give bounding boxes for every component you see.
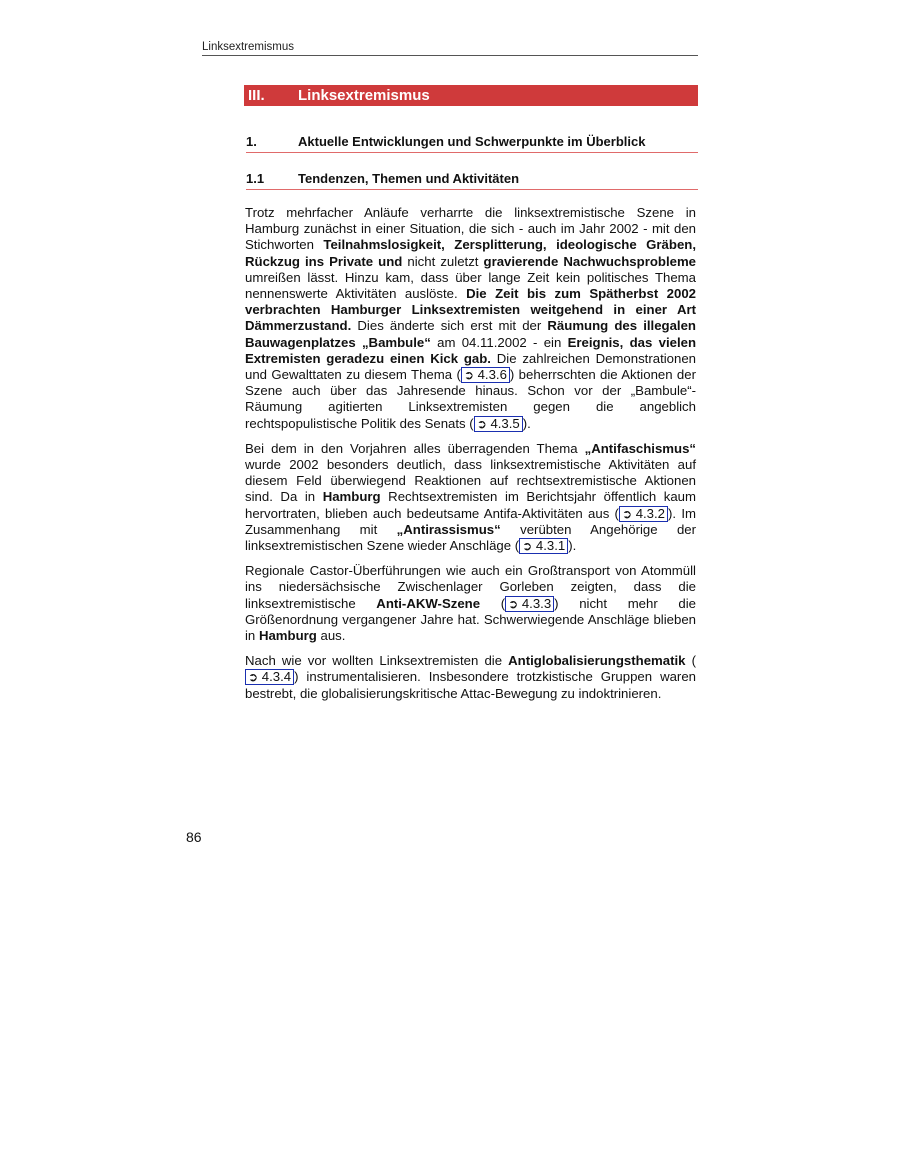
bold-run: Anti-AKW-Szene: [376, 595, 481, 611]
cross-reference-link[interactable]: [519, 538, 568, 554]
reference-number: 4.3.1: [535, 538, 566, 554]
text-run: (: [685, 653, 696, 669]
text-run: ).: [568, 538, 577, 554]
text-run: Nach wie vor wollten Linksextremisten die: [245, 653, 509, 669]
section-heading-1-1: [246, 171, 698, 190]
bold-run: „Antifaschismus“: [584, 440, 696, 456]
text-run: nicht zuletzt: [402, 253, 484, 269]
arrow-right-icon: ➲: [248, 670, 259, 685]
arrow-right-icon: ➲: [476, 416, 487, 431]
text-run: Dies änderte sich erst mit der: [351, 318, 548, 334]
arrow-right-icon: ➲: [621, 506, 633, 521]
text-run: (: [480, 595, 506, 611]
bold-run: Hamburg: [322, 489, 381, 505]
bold-run: Hamburg: [258, 628, 317, 644]
reference-number: 4.3.2: [635, 505, 666, 521]
bold-run: Antiglobalisierungsthematik: [508, 653, 686, 669]
text-run: umreißen lässt. Hinzu kam, dass über lange Zeit kein politisches Thema nennenswerte Aktivitäten auslöste.: [245, 269, 696, 302]
paragraph-3: [245, 563, 696, 644]
reference-number: 4.3.5: [490, 415, 520, 431]
section-number: 1.1: [246, 171, 265, 186]
section-title: Aktuelle Entwicklungen und Schwerpunkte im Überblick: [298, 134, 646, 149]
text-run: Bei dem in den Vorjahren alles überragenden Thema: [245, 440, 585, 456]
bold-run: Die Zeit bis zum Spätherbst 2002 verbrachten Hamburger Linksextremisten weitgehend in einer Art Dämmerzustand.: [245, 286, 696, 334]
text-run: ) nicht mehr die Größenordnung vergangener Jahre hat. Schwerwiegende Anschläge blieben in: [245, 595, 696, 644]
text-run: ) instrumentalisieren. Insbesondere trotzkistische Gruppen waren bestrebt, die globalisierungskritische Attac-Bewegung zu indoktrinieren.: [245, 669, 696, 701]
text-run: Regionale Castor-Überführungen wie auch ein Großtransport von Atommüll ins niedersächsische Zwischenlager Gorleben zeigten, dass die linksextremistische: [245, 563, 696, 611]
text-run: wurde 2002 besonders deutlich, dass linksextremistische Aktivitäten auf diesem Feld überwiegend Reaktionen auf rechtsextremistische Aktionen sind. Da in: [245, 457, 696, 505]
text-run: ).: [522, 415, 531, 431]
cross-reference-link[interactable]: [245, 669, 294, 685]
bold-run: Räumung des illegalen Bauwagenplatzes „Bambule“: [245, 318, 696, 350]
arrow-right-icon: ➲: [463, 368, 474, 383]
text-run: ). Im Zusammenhang mit: [245, 505, 697, 537]
body-text: [245, 205, 696, 711]
text-run: am 04.11.2002 - ein: [430, 334, 568, 350]
chapter-heading: [244, 85, 698, 106]
section-title: Tendenzen, Themen und Aktivitäten: [298, 171, 520, 186]
bold-run: Ereignis, das vielen Extremisten geradezu einen Kick gab.: [245, 334, 696, 366]
cross-reference-link[interactable]: [461, 367, 510, 383]
text-run: Rechtsextremisten im Berichtsjahr öffentlich kaum hervortraten, blieben auch bedeutsame Antifa-Aktivitäten aus (: [245, 489, 696, 521]
reference-number: 4.3.6: [477, 367, 507, 383]
paragraph-4: [245, 653, 696, 702]
paragraph-1: [245, 205, 696, 432]
bold-run: Teilnahmslosigkeit, Zersplitterung, ideologische Gräben, Rückzug ins Private und: [245, 237, 696, 269]
text-run: Die zahlreichen Demonstrationen und Gewalttaten zu diesem Thema (: [245, 350, 697, 383]
cross-reference-link[interactable]: [474, 416, 523, 432]
chapter-number: III.: [248, 87, 265, 104]
text-run: verübten Angehörige der linksextremistischen Szene wieder Anschläge (: [245, 521, 697, 554]
bold-run: gravierende Nachwuchsprobleme: [483, 253, 697, 269]
section-number: 1.: [246, 134, 257, 149]
paragraph-2: [245, 441, 696, 554]
bold-run: „Antirassismus“: [396, 521, 501, 537]
running-header: Linksextremismus: [202, 41, 698, 56]
chapter-title: Linksextremismus: [298, 87, 430, 104]
text-run: ) beherrschten die Aktionen der Szene auch über das Jahresende hinaus. Schon vor der „Bambule“-Räumung agitierten Linksextremisten gegen die angeblich rechtspopulistische Politik des Senats (: [245, 367, 696, 431]
arrow-right-icon: ➲: [522, 539, 533, 554]
reference-number: 4.3.3: [521, 595, 552, 611]
text-run: Trotz mehrfacher Anläufe verharrte die linksextremistische Szene in Hamburg zunächst in einer Situation, die sich - auch im Jahr 2002 - mit den Stichworten: [245, 205, 696, 253]
section-heading-1: [246, 134, 698, 153]
text-run: aus.: [316, 628, 346, 644]
page-number: 86: [186, 829, 202, 845]
arrow-right-icon: ➲: [508, 596, 519, 611]
cross-reference-link[interactable]: [505, 596, 554, 612]
cross-reference-link[interactable]: [619, 506, 668, 522]
reference-number: 4.3.4: [261, 669, 292, 685]
